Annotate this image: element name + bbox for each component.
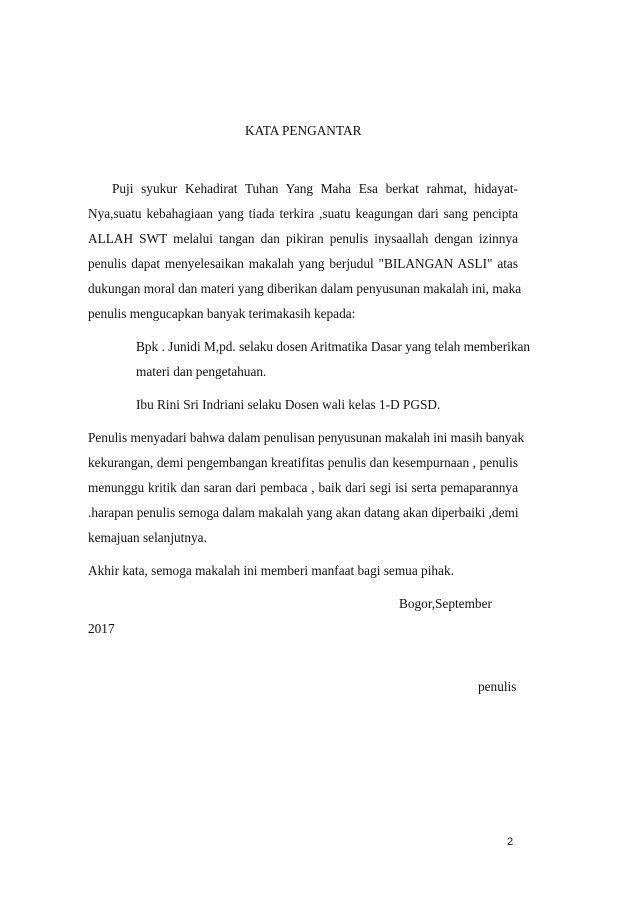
paragraph-line: penulis mengucapkan banyak terimakasih kepada:	[88, 306, 356, 321]
paragraph-line: kekurangan, demi pengembangan kreatifitas penulis dan kesempurnaan , penulis	[88, 455, 518, 470]
paragraph-line: penulis dapat menyelesaikan makalah yang berjudul "BILANGAN ASLI" atas	[88, 256, 518, 271]
thanks-item-line: Bpk . Junidi M,pd. selaku dosen Aritmatika Dasar yang telah memberikan	[136, 339, 531, 354]
paragraph-line: dukungan moral dan materi yang diberikan dalam penyusunan makalah ini, maka	[88, 281, 522, 296]
paragraph-line: Nya,suatu kebahagiaan yang tiada terkira ,suatu keagungan dari sang pencipta	[88, 206, 518, 221]
year: 2017	[88, 621, 115, 636]
paragraph-line: .harapan penulis semoga dalam makalah yang akan datang akan diperbaiki ,demi	[88, 505, 519, 520]
page-title: KATA PENGANTAR	[245, 123, 362, 138]
signature: penulis	[478, 679, 517, 694]
paragraph-line: kemajuan selanjutnya.	[88, 530, 207, 545]
place-date: Bogor,September	[399, 596, 492, 611]
thanks-item-line: Ibu Rini Sri Indriani selaku Dosen wali kelas 1-D PGSD.	[136, 397, 441, 412]
page-number: 2	[507, 836, 514, 848]
thanks-item-line: materi dan pengetahuan.	[136, 364, 267, 379]
paragraph-line: menunggu kritik dan saran dari pembaca , baik dari segi isi serta pemaparannya	[88, 480, 518, 495]
paragraph-line: Puji syukur Kehadirat Tuhan Yang Maha Esa berkat rahmat, hidayat-	[112, 181, 518, 196]
paragraph-line: ALLAH SWT melalui tangan dan pikiran penulis inysaallah dengan izinnya	[88, 231, 518, 246]
paragraph-line: Penulis menyadari bahwa dalam penulisan penyusunan makalah ini masih banyak	[88, 430, 525, 445]
closing-line: Akhir kata, semoga makalah ini memberi manfaat bagi semua pihak.	[88, 563, 454, 578]
